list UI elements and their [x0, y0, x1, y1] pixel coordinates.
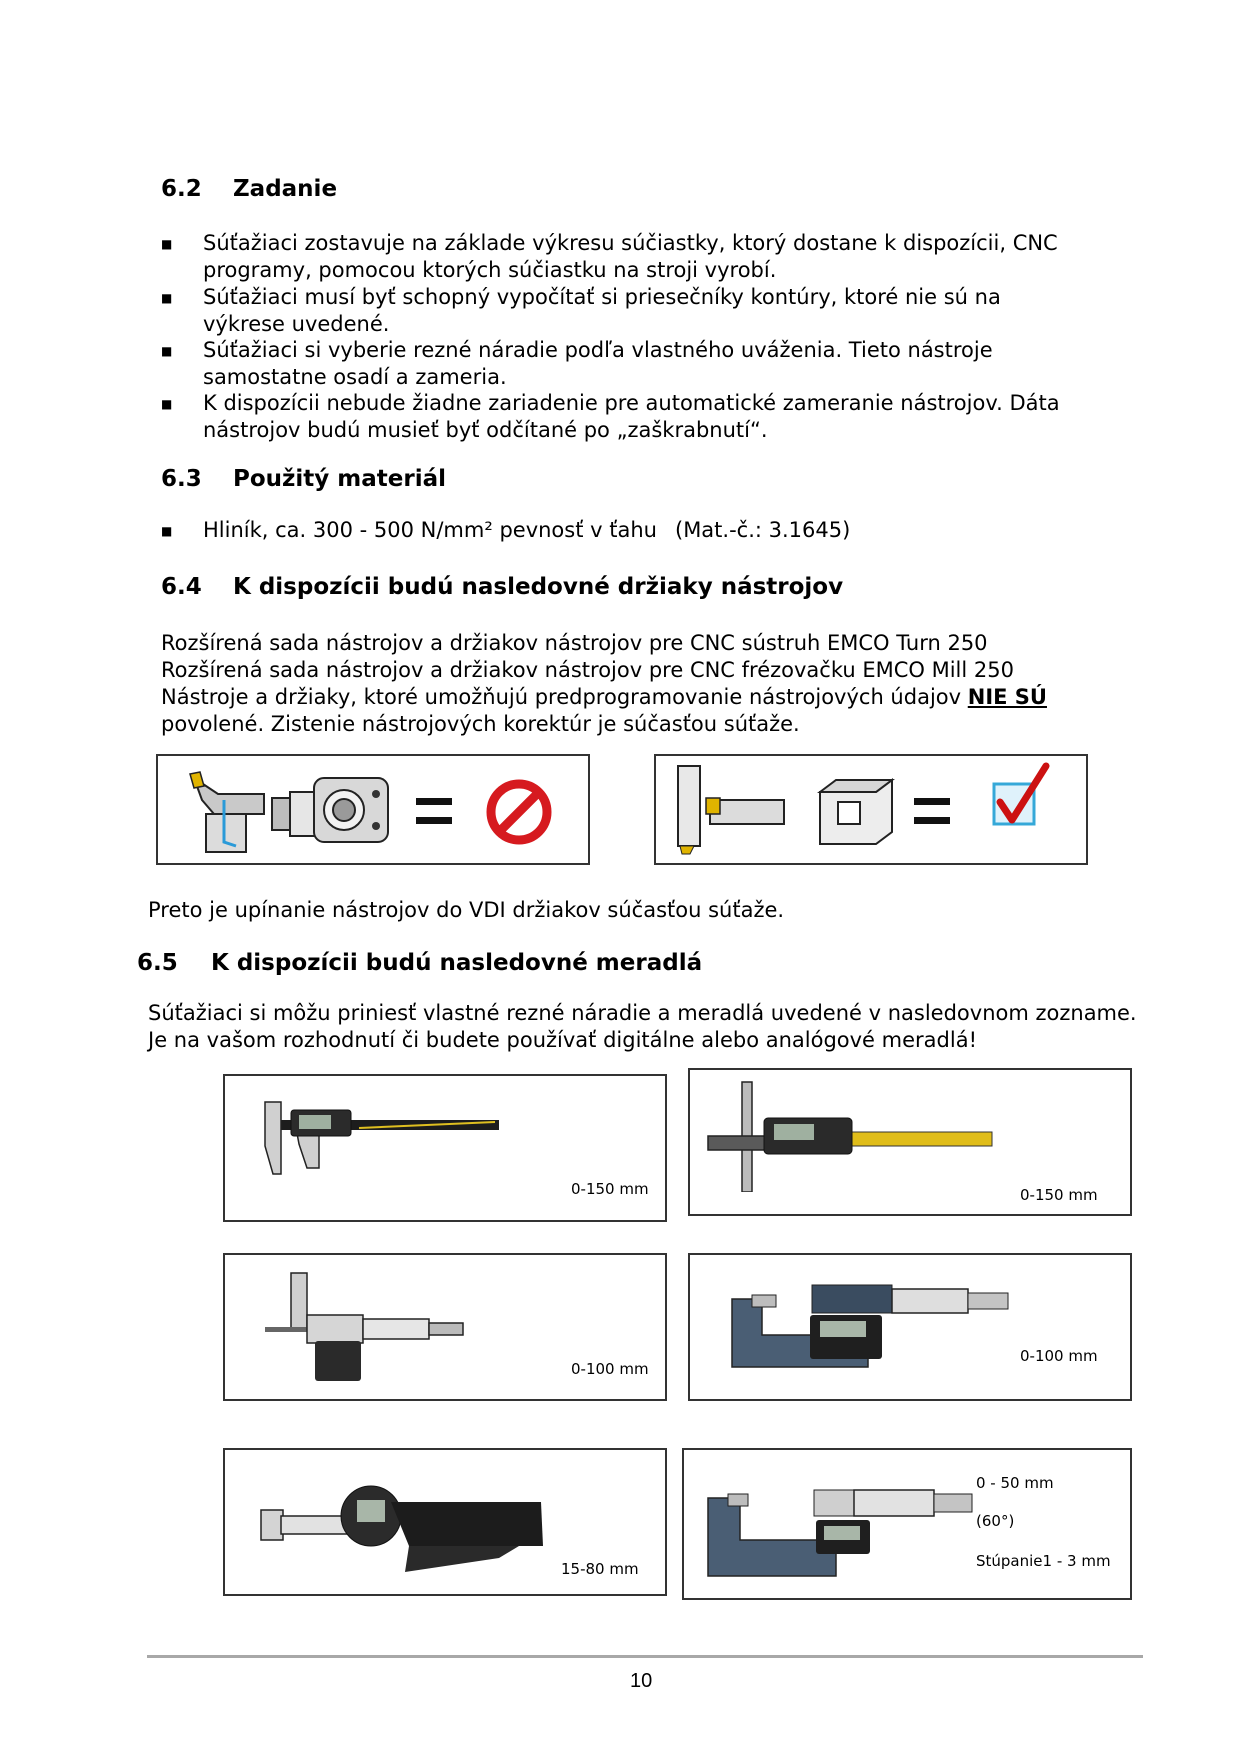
bullet-text: Súťažiaci si vyberie rezné náradie podľa vlastného uváženia. Tieto nástroje	[203, 338, 993, 362]
paragraph-line: Rozšírená sada nástrojov a držiakov nástrojov pre CNC sústruh EMCO Turn 250	[161, 631, 988, 655]
heading-6-4: 6.4 K dispozícii budú nasledovné držiaky nástrojov	[161, 574, 844, 600]
equals-icon	[416, 798, 452, 824]
boring-bar-icon	[676, 764, 788, 858]
gauge-panel-depth-caliper	[688, 1068, 1132, 1216]
bullet-marker: ■	[161, 344, 173, 358]
heading-6-5: 6.5 K dispozícii budú nasledovné meradlá	[137, 950, 703, 976]
prohibited-icon	[485, 778, 553, 846]
digital-caliper-icon	[259, 1098, 499, 1176]
depth-micrometer-icon	[265, 1271, 465, 1391]
thread-angle-caption: (60°)	[976, 1512, 1015, 1530]
bullet-text: nástrojov budú musieť byť odčítané po „zaškrabnutí“.	[203, 418, 768, 442]
heading-6-2: 6.2 Zadanie	[161, 176, 338, 202]
gauge-panel-outside-micrometer	[688, 1253, 1132, 1401]
gauge-panel-digital-caliper	[223, 1074, 667, 1222]
not-allowed-emphasis: NIE SÚ	[967, 685, 1047, 709]
thread-pitch-caption: Stúpanie1 - 3 mm	[976, 1552, 1111, 1570]
material-text: Hliník, ca. 300 - 500 N/mm² pevnosť v ťahu	[203, 518, 657, 542]
gauge-range-caption: 0-150 mm	[1020, 1186, 1098, 1204]
outside-micrometer-icon	[726, 1275, 1012, 1379]
gauge-range-caption: 15-80 mm	[561, 1560, 639, 1578]
bullet-text: Súťažiaci zostavuje na základe výkresu súčiastky, ktorý dostane k dispozícii, CNC	[203, 231, 1058, 255]
gauge-range-caption: 0-100 mm	[571, 1360, 649, 1378]
gauge-range-caption: 0 - 50 mm	[976, 1474, 1054, 1492]
bullet-text: výkrese uvedené.	[203, 312, 390, 336]
bullet-marker: ■	[161, 237, 173, 251]
page-number: 10	[630, 1670, 653, 1692]
bullet-marker: ■	[161, 397, 173, 411]
gauge-range-caption: 0-100 mm	[1020, 1347, 1098, 1365]
heading-6-3: 6.3 Použitý materiál	[161, 466, 447, 492]
paragraph-line: Preto je upínanie nástrojov do VDI držiakov súčasťou súťaže.	[148, 898, 785, 922]
bullet-text: samostatne osadí a zameria.	[203, 365, 507, 389]
bullet-marker: ■	[161, 524, 173, 538]
bullet-text: programy, pomocou ktorých súčiastku na stroji vyrobí.	[203, 258, 777, 282]
paragraph-line: Súťažiaci si môžu priniesť vlastné rezné náradie a meradlá uvedené v nasledovnom zozname.	[148, 1001, 1137, 1025]
thread-micrometer-icon	[704, 1480, 976, 1590]
vdi-holder-allowed-panel	[654, 754, 1088, 865]
paragraph-line: povolené. Zistenie nástrojových korektúr je súčasťou súťaže.	[161, 712, 800, 736]
paragraph-line: Nástroje a držiaky, ktoré umožňujú predprogramovanie nástrojových údajov NIE SÚ	[161, 685, 1047, 709]
footer-rule	[147, 1655, 1143, 1658]
paragraph-line: Je na vašom rozhodnutí či budete používať digitálne alebo analógové meradlá!	[148, 1028, 977, 1052]
material-number: (Mat.-č.: 3.1645)	[675, 518, 851, 542]
checkbox-checked-icon	[990, 762, 1052, 834]
gauge-range-caption: 0-150 mm	[571, 1180, 649, 1198]
bullet-text: Súťažiaci musí byť schopný vypočítať si priesečníky kontúry, ktoré nie sú na	[203, 285, 1001, 309]
gauge-panel-bore-gauge	[223, 1448, 667, 1596]
square-holder-icon	[816, 772, 898, 848]
depth-caliper-icon	[704, 1080, 994, 1192]
equals-icon	[914, 798, 950, 824]
gauge-panel-depth-micrometer	[223, 1253, 667, 1401]
bullet-text: K dispozícii nebude žiadne zariadenie pre automatické zameranie nástrojov. Dáta	[203, 391, 1060, 415]
bore-gauge-icon	[259, 1476, 549, 1576]
preset-holder-not-allowed-panel	[156, 754, 590, 865]
vdi-holder-icon	[268, 772, 394, 850]
lathe-tool-holder-icon	[184, 770, 272, 854]
gauge-panel-thread-micrometer	[682, 1448, 1132, 1600]
bullet-marker: ■	[161, 291, 173, 305]
paragraph-line: Rozšírená sada nástrojov a držiakov nástrojov pre CNC frézovačku EMCO Mill 250	[161, 658, 1014, 682]
